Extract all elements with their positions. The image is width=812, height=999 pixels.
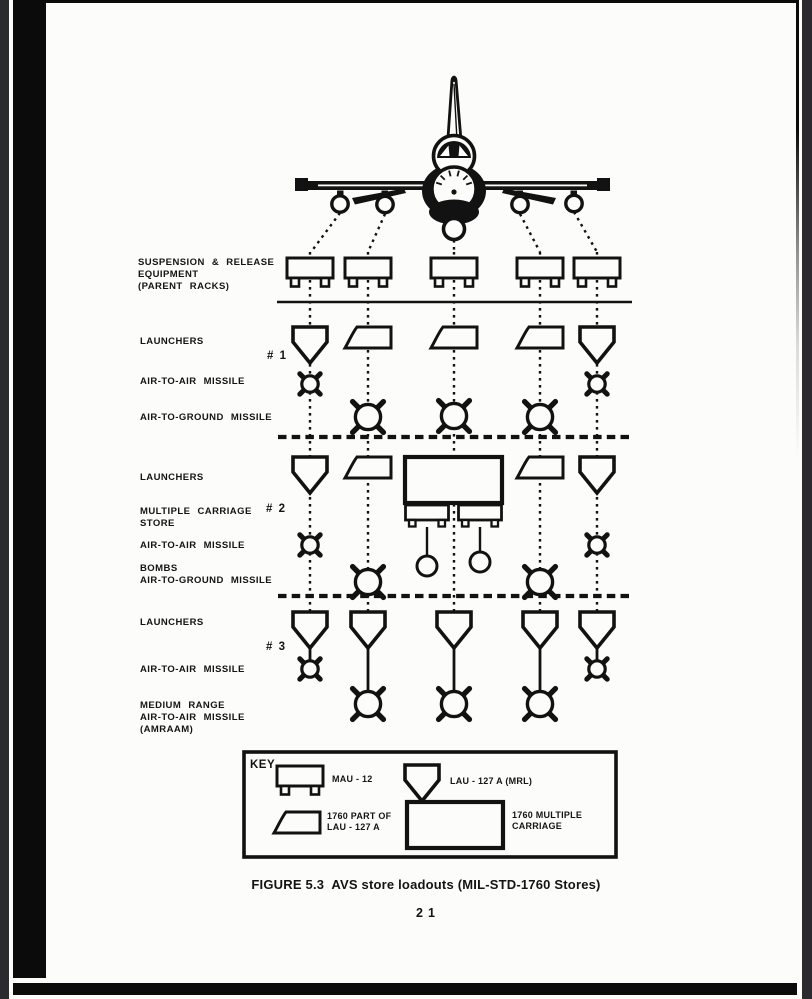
- air-to-air-missile-symbol: [587, 374, 607, 394]
- pylon-hardpoint-4: [512, 196, 528, 212]
- group-marker-2: # 2: [266, 503, 287, 515]
- scan-right-border: [802, 0, 812, 999]
- air-to-ground-missile-symbol: [353, 402, 384, 433]
- 1760-launcher: [345, 327, 391, 348]
- figure-caption: FIGURE 5.3 AVS store loadouts (MIL-STD-1760 Stores): [251, 877, 601, 892]
- scan-top-edge: [13, 0, 799, 3]
- mrl-launcher: [580, 327, 614, 363]
- label-multiple-carriage-line2: STORE: [140, 518, 175, 529]
- loadout-group-3: [293, 612, 614, 719]
- label-amraam-line2: AIR-TO-AIR MISSILE: [140, 712, 245, 723]
- key-label-mau12: MAU - 12: [332, 774, 373, 784]
- mrl-launcher: [523, 612, 557, 648]
- key-box: [244, 752, 616, 857]
- key-label-1760-part-line2: LAU - 127 A: [327, 822, 380, 832]
- label-launchers-2: LAUNCHERS: [140, 472, 204, 483]
- 1760-launcher: [517, 457, 563, 478]
- label-multiple-carriage-line1: MULTIPLE CARRIAGE: [140, 506, 252, 517]
- air-to-ground-missile-symbol: [353, 567, 384, 598]
- label-suspension-release-line1: SUSPENSION & RELEASE: [138, 257, 275, 268]
- air-to-ground-missile-symbol: [439, 401, 470, 432]
- pylon-hardpoint-2: [377, 196, 393, 212]
- label-suspension-release-line2: EQUIPMENT: [138, 269, 199, 280]
- multiple-carriage-store: [405, 457, 502, 503]
- scan-left-border: [0, 0, 9, 999]
- pylon-hardpoint-5: [566, 195, 582, 211]
- label-launchers-1: LAUNCHERS: [140, 336, 204, 347]
- air-to-ground-missile-symbol: [525, 402, 556, 433]
- 1760-launcher: [431, 327, 477, 348]
- key-label-1760-part-line1: 1760 PART OF: [327, 811, 392, 821]
- label-amraam-line1: MEDIUM RANGE: [140, 700, 225, 711]
- air-to-air-missile-symbol: [587, 659, 607, 679]
- bomb-symbol: [417, 556, 437, 576]
- group-marker-3: # 3: [266, 641, 287, 653]
- mrl-launcher: [351, 612, 385, 648]
- label-air-to-ground-1: AIR-TO-GROUND MISSILE: [140, 412, 273, 423]
- air-to-air-missile-symbol: [587, 535, 607, 555]
- amraam-missile-symbol: [439, 689, 470, 720]
- key-label-multiple-carriage-line1: 1760 MULTIPLE: [512, 810, 583, 820]
- pylon-hardpoint-1: [332, 196, 348, 212]
- key-multiple-carriage-symbol: [407, 802, 503, 848]
- key-mrl-symbol: [405, 765, 439, 801]
- aircraft-front-view: [295, 76, 610, 240]
- key-label-multiple-carriage-line2: CARRIAGE: [512, 821, 563, 831]
- label-amraam-line3: (AMRAAM): [140, 724, 194, 735]
- mrl-launcher: [293, 457, 327, 493]
- mrl-launcher: [580, 612, 614, 648]
- label-suspension-release-line3: (PARENT RACKS): [138, 281, 230, 292]
- label-launchers-3: LAUNCHERS: [140, 617, 204, 628]
- bomb-symbol: [470, 552, 490, 572]
- key-mau12-symbol: [277, 766, 323, 795]
- mrl-launcher: [580, 457, 614, 493]
- 1760-launcher: [345, 457, 391, 478]
- scan-left-binding-bar: [13, 2, 46, 978]
- mrl-launcher: [293, 327, 327, 363]
- label-air-to-air-2: AIR-TO-AIR MISSILE: [140, 540, 245, 551]
- mrl-launcher: [293, 612, 327, 648]
- 1760-launcher: [517, 327, 563, 348]
- carriage-rack-right: [459, 505, 502, 527]
- label-bombs-line1: BOMBS: [140, 563, 178, 574]
- air-to-air-missile-symbol: [300, 374, 320, 394]
- label-air-to-air-1: AIR-TO-AIR MISSILE: [140, 376, 245, 387]
- air-to-air-missile-symbol: [300, 535, 320, 555]
- carriage-rack-left: [406, 505, 449, 527]
- scan-bottom-bar: [13, 983, 797, 995]
- key-1760-launcher-symbol: [274, 812, 320, 833]
- mrl-launcher: [437, 612, 471, 648]
- key-label-lau127: LAU - 127 A (MRL): [450, 776, 533, 786]
- scan-right-edge-line: [796, 0, 799, 460]
- air-to-ground-missile-symbol: [525, 567, 556, 598]
- label-air-to-air-3: AIR-TO-AIR MISSILE: [140, 664, 245, 675]
- amraam-missile-symbol: [353, 689, 384, 720]
- air-to-air-missile-symbol: [300, 659, 320, 679]
- centerline-hardpoint: [444, 219, 465, 240]
- label-bombs-line2: AIR-TO-GROUND MISSILE: [140, 575, 273, 586]
- group-marker-1: # 1: [267, 350, 288, 362]
- amraam-missile-symbol: [525, 689, 556, 720]
- key-title: KEY: [250, 759, 276, 771]
- page-number: 21: [416, 906, 440, 920]
